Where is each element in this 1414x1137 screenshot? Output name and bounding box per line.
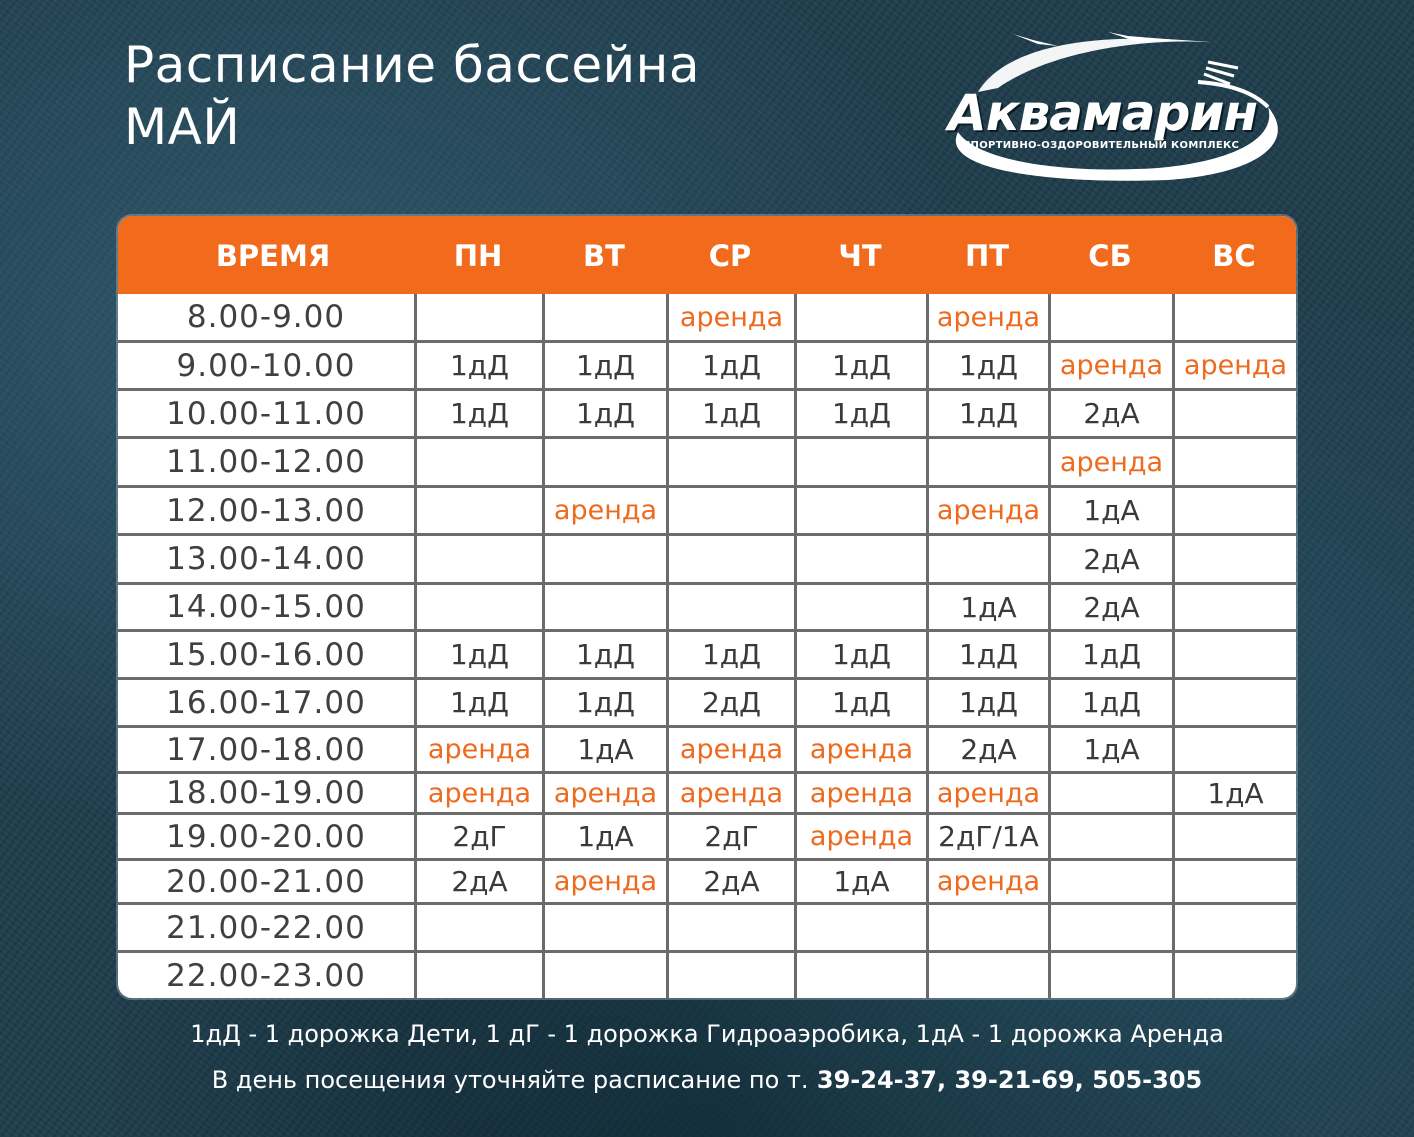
title-line-2: МАЙ bbox=[124, 98, 241, 156]
schedule-cell bbox=[1175, 728, 1296, 771]
column-header-day: СР bbox=[708, 239, 752, 273]
column-divider bbox=[926, 728, 929, 771]
schedule-cell: 1дД bbox=[831, 349, 892, 382]
schedule-cell: 1дД bbox=[958, 638, 1019, 671]
schedule-cell: 1дД bbox=[701, 397, 762, 430]
logo-name: Аквамарин bbox=[948, 84, 1257, 142]
schedule-cell bbox=[1175, 680, 1296, 725]
table-row bbox=[118, 436, 1296, 485]
column-divider bbox=[666, 953, 669, 998]
column-divider bbox=[794, 536, 797, 582]
schedule-cell: аренда bbox=[936, 301, 1041, 333]
schedule-cell: аренда bbox=[679, 777, 784, 809]
schedule-cell bbox=[545, 585, 666, 629]
schedule-cell: аренда bbox=[1059, 350, 1164, 381]
column-divider bbox=[794, 953, 797, 998]
column-divider bbox=[542, 632, 545, 677]
column-divider bbox=[1048, 294, 1051, 340]
schedule-cell: 2дГ bbox=[452, 820, 507, 853]
column-divider bbox=[1048, 632, 1051, 677]
schedule-cell bbox=[545, 439, 666, 485]
column-divider bbox=[926, 861, 929, 902]
time-slot: 21.00-22.00 bbox=[166, 909, 366, 946]
schedule-cell bbox=[669, 953, 794, 998]
column-divider bbox=[542, 536, 545, 582]
column-divider bbox=[666, 680, 669, 725]
column-divider bbox=[542, 439, 545, 485]
table-row bbox=[118, 582, 1296, 629]
schedule-cell: 2дА bbox=[451, 865, 508, 898]
column-divider bbox=[1172, 774, 1175, 812]
column-divider bbox=[542, 488, 545, 533]
schedule-cell bbox=[1175, 536, 1296, 582]
schedule-cell bbox=[417, 905, 542, 950]
schedule-cell bbox=[929, 953, 1048, 998]
column-divider bbox=[666, 391, 669, 436]
schedule-cell: 2дА bbox=[1083, 590, 1140, 624]
schedule-cell: 1дА bbox=[833, 865, 890, 898]
aquamarine-logo bbox=[938, 22, 1300, 192]
schedule-cell: 1дД bbox=[1081, 638, 1142, 671]
table-row bbox=[118, 858, 1296, 902]
schedule-cell: 1дД bbox=[449, 397, 510, 430]
time-slot: 13.00-14.00 bbox=[166, 541, 366, 577]
column-divider bbox=[414, 294, 417, 340]
schedule-cell bbox=[797, 488, 926, 533]
schedule-cell: 2дА bbox=[1083, 542, 1140, 576]
schedule-cell bbox=[545, 953, 666, 998]
schedule-cell: аренда bbox=[553, 866, 658, 897]
column-divider bbox=[414, 861, 417, 902]
column-divider bbox=[926, 953, 929, 998]
table-header-row bbox=[118, 216, 1296, 294]
schedule-cell: 1дД bbox=[449, 638, 510, 671]
schedule-cell: 2дА bbox=[1083, 397, 1140, 430]
column-divider bbox=[1048, 774, 1051, 812]
column-divider bbox=[666, 815, 669, 858]
column-divider bbox=[1048, 905, 1051, 950]
schedule-cell bbox=[797, 585, 926, 629]
schedule-cell: 1дД bbox=[831, 638, 892, 671]
page-title bbox=[124, 34, 700, 158]
column-divider bbox=[1172, 728, 1175, 771]
column-divider bbox=[542, 680, 545, 725]
time-slot: 8.00-9.00 bbox=[186, 299, 346, 335]
schedule-cell: аренда bbox=[809, 734, 914, 765]
schedule-cell: аренда bbox=[809, 821, 914, 852]
column-divider bbox=[794, 815, 797, 858]
schedule-cell bbox=[1175, 861, 1296, 902]
column-divider bbox=[542, 585, 545, 629]
schedule-cell bbox=[797, 536, 926, 582]
schedule-cell bbox=[1175, 439, 1296, 485]
column-header-time: ВРЕМЯ bbox=[215, 239, 331, 273]
column-divider bbox=[794, 391, 797, 436]
column-divider bbox=[794, 680, 797, 725]
contact-note bbox=[0, 1066, 1414, 1094]
schedule-cell: 1дД bbox=[449, 349, 510, 382]
table-row bbox=[118, 340, 1296, 388]
schedule-cell: 1дД bbox=[575, 349, 636, 382]
column-divider bbox=[1048, 536, 1051, 582]
column-divider bbox=[1172, 861, 1175, 902]
schedule-cell bbox=[797, 905, 926, 950]
schedule-cell bbox=[929, 439, 1048, 485]
schedule-cell bbox=[545, 536, 666, 582]
schedule-cell bbox=[417, 294, 542, 340]
column-divider bbox=[542, 343, 545, 388]
column-divider bbox=[926, 343, 929, 388]
column-divider bbox=[542, 953, 545, 998]
column-divider bbox=[1172, 632, 1175, 677]
column-divider bbox=[666, 439, 669, 485]
schedule-cell: аренда bbox=[427, 777, 532, 809]
time-slot: 17.00-18.00 bbox=[166, 731, 366, 768]
column-divider bbox=[794, 343, 797, 388]
schedule-cell: 1дА bbox=[577, 733, 634, 766]
schedule-cell: 1дД bbox=[831, 686, 892, 719]
schedule-cell bbox=[669, 585, 794, 629]
column-divider bbox=[926, 815, 929, 858]
column-divider bbox=[666, 536, 669, 582]
column-divider bbox=[794, 632, 797, 677]
schedule-cell bbox=[417, 953, 542, 998]
schedule-cell: аренда bbox=[679, 734, 784, 765]
table-row bbox=[118, 812, 1296, 858]
schedule-cell: 1дА bbox=[1207, 776, 1264, 810]
column-divider bbox=[1048, 728, 1051, 771]
schedule-cell bbox=[1051, 774, 1172, 812]
column-divider bbox=[1172, 343, 1175, 388]
column-divider bbox=[926, 905, 929, 950]
column-divider bbox=[1172, 536, 1175, 582]
schedule-cell bbox=[1175, 488, 1296, 533]
table-row bbox=[118, 388, 1296, 436]
schedule-cell: 1дД bbox=[958, 686, 1019, 719]
column-divider bbox=[1172, 585, 1175, 629]
column-divider bbox=[1048, 585, 1051, 629]
column-divider bbox=[414, 439, 417, 485]
time-slot: 15.00-16.00 bbox=[166, 636, 366, 673]
column-divider bbox=[414, 632, 417, 677]
schedule-cell bbox=[1175, 815, 1296, 858]
schedule-cell: 1дД bbox=[701, 638, 762, 671]
schedule-cell: 1дД bbox=[958, 397, 1019, 430]
column-divider bbox=[926, 632, 929, 677]
schedule-cell bbox=[545, 905, 666, 950]
time-slot: 10.00-11.00 bbox=[166, 395, 366, 432]
table-row bbox=[118, 725, 1296, 771]
column-divider bbox=[542, 861, 545, 902]
column-divider bbox=[1172, 439, 1175, 485]
column-divider bbox=[414, 391, 417, 436]
table-row bbox=[118, 677, 1296, 725]
column-divider bbox=[794, 774, 797, 812]
table-row bbox=[118, 950, 1296, 998]
time-slot: 16.00-17.00 bbox=[166, 684, 366, 721]
schedule-cell: аренда bbox=[1183, 350, 1288, 381]
schedule-cell bbox=[417, 439, 542, 485]
column-divider bbox=[794, 585, 797, 629]
table-row bbox=[118, 902, 1296, 950]
column-divider bbox=[414, 343, 417, 388]
schedule-cell: 2дА bbox=[960, 733, 1017, 766]
time-slot: 12.00-13.00 bbox=[166, 492, 366, 529]
column-divider bbox=[414, 488, 417, 533]
schedule-cell bbox=[1175, 632, 1296, 677]
column-divider bbox=[1172, 391, 1175, 436]
schedule-cell: 1дД bbox=[958, 349, 1019, 382]
schedule-cell bbox=[1051, 815, 1172, 858]
column-divider bbox=[666, 585, 669, 629]
column-header-day: ВС bbox=[1212, 239, 1256, 273]
column-divider bbox=[1172, 905, 1175, 950]
schedule-cell bbox=[417, 536, 542, 582]
column-divider bbox=[1048, 680, 1051, 725]
schedule-cell bbox=[1051, 953, 1172, 998]
time-slot: 22.00-23.00 bbox=[166, 957, 366, 994]
column-header-day: СБ bbox=[1088, 239, 1132, 273]
schedule-cell: аренда bbox=[936, 777, 1041, 809]
schedule-cell bbox=[1175, 391, 1296, 436]
schedule-cell: 1дА bbox=[1083, 733, 1140, 766]
column-divider bbox=[414, 585, 417, 629]
column-divider bbox=[926, 391, 929, 436]
time-slot: 20.00-21.00 bbox=[166, 863, 366, 900]
schedule-cell: 1дА bbox=[960, 590, 1017, 624]
table-row bbox=[118, 771, 1296, 812]
title-line-1: Расписание бассейна bbox=[124, 36, 700, 94]
schedule-cell bbox=[1051, 905, 1172, 950]
column-divider bbox=[1172, 294, 1175, 340]
schedule-cell bbox=[1175, 953, 1296, 998]
column-divider bbox=[666, 728, 669, 771]
column-divider bbox=[542, 774, 545, 812]
schedule-cell: 2дД bbox=[701, 686, 762, 719]
table-row bbox=[118, 294, 1296, 340]
schedule-cell: 2дА bbox=[703, 865, 760, 898]
column-divider bbox=[926, 536, 929, 582]
schedule-cell bbox=[417, 585, 542, 629]
schedule-cell: 1дД bbox=[449, 686, 510, 719]
legend-text: 1дД - 1 дорожка Дети, 1 дГ - 1 дорожка Гидроаэробика, 1дА - 1 дорожка Аренда bbox=[190, 1020, 1224, 1048]
schedule-cell: 1дД bbox=[575, 638, 636, 671]
column-divider bbox=[414, 774, 417, 812]
schedule-cell: аренда bbox=[936, 495, 1041, 526]
column-divider bbox=[666, 488, 669, 533]
column-divider bbox=[926, 439, 929, 485]
schedule-cell bbox=[1175, 585, 1296, 629]
schedule-cell: аренда bbox=[679, 301, 784, 333]
schedule-cell: аренда bbox=[553, 495, 658, 526]
contact-note-text: В день посещения уточняйте расписание по т. bbox=[211, 1066, 809, 1094]
schedule-cell bbox=[797, 439, 926, 485]
time-slot: 18.00-19.00 bbox=[166, 775, 366, 811]
schedule-cell: аренда bbox=[427, 734, 532, 765]
logo-subtitle: СПОРТИВНО-ОЗДОРОВИТЕЛЬНЫЙ КОМПЛЕКС bbox=[962, 140, 1240, 151]
schedule-cell: 2дГ/1А bbox=[938, 820, 1039, 853]
schedule-cell: 1дА bbox=[1083, 494, 1140, 527]
schedule-cell: 1дД bbox=[701, 349, 762, 382]
column-divider bbox=[794, 905, 797, 950]
column-divider bbox=[926, 585, 929, 629]
column-divider bbox=[1048, 343, 1051, 388]
column-divider bbox=[414, 953, 417, 998]
schedule-cell bbox=[929, 905, 1048, 950]
schedule-cell: аренда bbox=[1059, 446, 1164, 478]
time-slot: 11.00-12.00 bbox=[166, 444, 366, 480]
column-divider bbox=[666, 343, 669, 388]
column-divider bbox=[414, 728, 417, 771]
column-divider bbox=[1172, 680, 1175, 725]
schedule-cell bbox=[669, 439, 794, 485]
column-divider bbox=[1048, 488, 1051, 533]
schedule-cell: 1дД bbox=[1081, 686, 1142, 719]
column-divider bbox=[542, 294, 545, 340]
schedule-cell bbox=[1175, 905, 1296, 950]
column-divider bbox=[666, 294, 669, 340]
schedule-cell bbox=[1051, 861, 1172, 902]
schedule-cell bbox=[669, 905, 794, 950]
table-row bbox=[118, 533, 1296, 582]
schedule-cell: 1дА bbox=[577, 820, 634, 853]
schedule-cell bbox=[669, 536, 794, 582]
time-slot: 9.00-10.00 bbox=[176, 347, 356, 384]
column-header-day: ПТ bbox=[964, 239, 1010, 273]
column-header-day: ПН bbox=[453, 239, 503, 273]
schedule-cell: 1дД bbox=[831, 397, 892, 430]
column-divider bbox=[666, 861, 669, 902]
column-divider bbox=[926, 488, 929, 533]
schedule-cell: аренда bbox=[936, 866, 1041, 897]
schedule-cell bbox=[797, 953, 926, 998]
table-row bbox=[118, 485, 1296, 533]
schedule-cell bbox=[1175, 294, 1296, 340]
column-header-day: ВТ bbox=[583, 239, 625, 273]
table-body bbox=[118, 294, 1296, 998]
column-header-day: ЧТ bbox=[838, 239, 882, 273]
column-divider bbox=[666, 774, 669, 812]
time-slot: 19.00-20.00 bbox=[166, 818, 366, 855]
column-divider bbox=[926, 774, 929, 812]
column-divider bbox=[542, 905, 545, 950]
column-divider bbox=[1172, 815, 1175, 858]
column-divider bbox=[414, 905, 417, 950]
schedule-cell bbox=[417, 488, 542, 533]
schedule-cell: аренда bbox=[553, 777, 658, 809]
time-slot: 14.00-15.00 bbox=[166, 589, 366, 625]
column-divider bbox=[1048, 815, 1051, 858]
schedule-cell: аренда bbox=[809, 777, 914, 809]
schedule-cell bbox=[669, 488, 794, 533]
table-row bbox=[118, 629, 1296, 677]
schedule-cell: 1дД bbox=[575, 397, 636, 430]
column-divider bbox=[794, 861, 797, 902]
column-divider bbox=[1172, 953, 1175, 998]
phone-numbers: 39-24-37, 39-21-69, 505-305 bbox=[808, 1066, 1203, 1094]
column-divider bbox=[794, 439, 797, 485]
column-divider bbox=[1172, 488, 1175, 533]
column-divider bbox=[414, 680, 417, 725]
schedule-cell bbox=[1051, 294, 1172, 340]
schedule-cell bbox=[929, 536, 1048, 582]
column-divider bbox=[794, 728, 797, 771]
column-divider bbox=[1048, 391, 1051, 436]
schedule-cell bbox=[545, 294, 666, 340]
column-divider bbox=[542, 391, 545, 436]
column-divider bbox=[794, 294, 797, 340]
column-divider bbox=[1048, 861, 1051, 902]
schedule-cell: 2дГ bbox=[704, 820, 759, 853]
column-divider bbox=[414, 815, 417, 858]
column-divider bbox=[542, 728, 545, 771]
column-divider bbox=[666, 632, 669, 677]
column-divider bbox=[666, 905, 669, 950]
column-divider bbox=[414, 536, 417, 582]
column-divider bbox=[794, 488, 797, 533]
column-divider bbox=[1048, 953, 1051, 998]
column-divider bbox=[926, 680, 929, 725]
schedule-table bbox=[118, 216, 1296, 998]
column-divider bbox=[1048, 439, 1051, 485]
schedule-cell bbox=[797, 294, 926, 340]
column-divider bbox=[926, 294, 929, 340]
column-divider bbox=[542, 815, 545, 858]
schedule-cell: 1дД bbox=[575, 686, 636, 719]
